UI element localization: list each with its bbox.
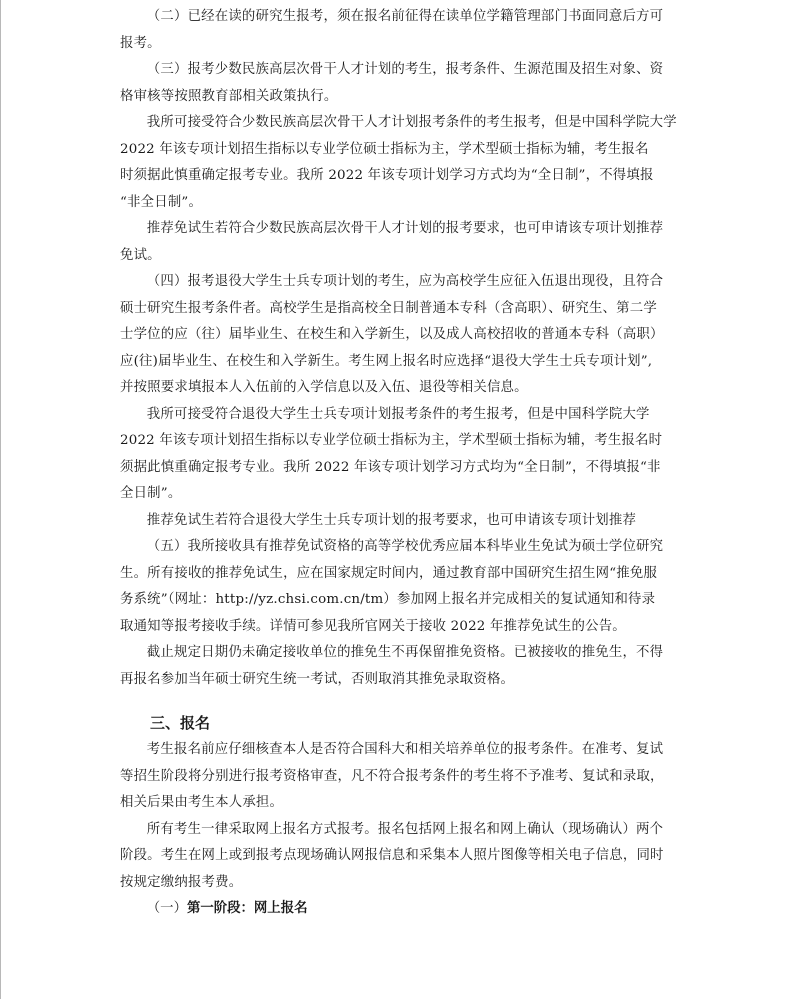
text-line: 格审核等按照教育部相关政策执行。 — [120, 88, 338, 104]
text-line: 等招生阶段将分别进行报考资格审查，凡不符合报考条件的考生将不予准考、复试和录取， — [120, 768, 664, 784]
text-line: 阶段。考生在网上或到报考点现场确认网报信息和采集本人照片图像等相关电子信息，同时 — [120, 848, 664, 863]
text-line: 相关后果由考生本人承担。 — [120, 795, 284, 810]
text-line: “非全日制”。 — [120, 194, 203, 210]
text-line: 免试。 — [120, 247, 161, 263]
text-line: 全日制”。 — [120, 486, 182, 501]
text-line: 报考。 — [120, 35, 161, 51]
paragraph-8 — [120, 534, 680, 640]
document-page — [120, 4, 680, 923]
section-heading: 三、报名 — [150, 714, 211, 732]
text-line: 务系统”（网址：http://yz.chsi.com.cn/tm）参加网上报名并完成相关的复试通知和待录 — [120, 592, 656, 607]
text-line: 推荐免试生若符合少数民族高层次骨干人才计划的报考要求，也可申请该专项计划推荐 — [146, 221, 664, 236]
paragraph-6 — [120, 402, 680, 508]
text-line: 所有考生一律采取网上报名方式报考。报名包括网上报名和网上确认（现场确认）两个 — [146, 821, 664, 837]
text-line: 时须据此慎重确定报考专业。我所 2022 年该专项计划学习方式均为“全日制”，不得填报 — [120, 168, 654, 183]
text-line: 士学位的应（往）届毕业生、在校生和入学新生，以及成人高校招收的普通本专科（高职） — [120, 327, 664, 342]
text-line: 按规定缴纳报考费。 — [120, 874, 243, 890]
paragraph-1 — [120, 4, 680, 57]
text-line: （五）我所接收具有推荐免试资格的高等学校优秀应届本科毕业生免试为硕士学位研究 — [146, 539, 664, 554]
text-line: 再报名参加当年硕士研究生统一考试，否则取消其推免录取资格。 — [120, 671, 515, 687]
paragraph-5 — [120, 269, 680, 402]
text-line: （三）报考少数民族高层次骨干人才计划的考生，报考条件、生源范围及招生对象、资 — [146, 62, 664, 77]
text-line: 推荐免试生若符合退役大学生士兵专项计划的报考要求，也可申请该专项计划推荐 — [146, 512, 637, 528]
text-line: 截止规定日期仍未确定接收单位的推免生不再保留推免资格。已被接收的推免生，不得 — [146, 645, 664, 660]
section-paragraph-2 — [120, 817, 680, 897]
sub-heading — [120, 896, 680, 923]
text-line: 生。所有接收的推荐免试生，应在国家规定时间内，通过教育部中国研究生招生网“推免服 — [120, 565, 658, 581]
text-line: 应(往)届毕业生、在校生和入学新生。考生网上报名时应选择“退役大学生士兵专项计划”, — [120, 353, 653, 369]
text-line: 并按照要求填报本人入伍前的入学信息以及入伍、退役等相关信息。 — [120, 380, 528, 395]
text-line: 我所可接受符合退役大学生士兵专项计划报考条件的考生报考，但是中国科学院大学 — [146, 406, 650, 422]
paragraph-3 — [120, 110, 680, 216]
sub-heading-title: 第一阶段：网上报名 — [186, 901, 308, 916]
text-line: 硕士研究生报考条件者。高校学生是指高校全日制普通本专科（含高职）、研究生、第二学 — [120, 300, 657, 316]
paragraph-4 — [120, 216, 680, 269]
text-line: （二）已经在读的研究生报考，须在报名前征得在读单位学籍管理部门书面同意后方可 — [146, 9, 664, 24]
text-line: 2022 年该专项计划招生指标以专业学位硕士指标为主，学术型硕士指标为辅，考生报名时 — [120, 433, 663, 448]
section-paragraph-1 — [120, 737, 680, 817]
text-line: 考生报名前应仔细核查本人是否符合国科大和相关培养单位的报考条件。在准考、复试 — [146, 742, 664, 757]
paragraph-7 — [120, 508, 680, 535]
text-line: 我所可接受符合少数民族高层次骨干人才计划报考条件的考生报考，但是中国科学院大学 — [146, 115, 677, 130]
paragraph-9 — [120, 640, 680, 693]
paragraph-2 — [120, 57, 680, 110]
text-line: （四）报考退役大学生士兵专项计划的考生，应为高校学生应征入伍退出现役，且符合 — [146, 274, 664, 289]
text-line: 取通知等报考接收手续。详情可参见我所官网关于接收 2022 年推荐免试生的公告。 — [120, 618, 626, 634]
text-line: 2022 年该专项计划招生指标以专业学位硕士指标为主，学术型硕士指标为辅，考生报名 — [120, 141, 649, 157]
text-line: 须据此慎重确定报考专业。我所 2022 年该专项计划学习方式均为“全日制”，不得填报“非 — [120, 459, 661, 475]
page-left-border — [0, 0, 1, 999]
sub-heading-prefix: （一） — [146, 901, 187, 916]
